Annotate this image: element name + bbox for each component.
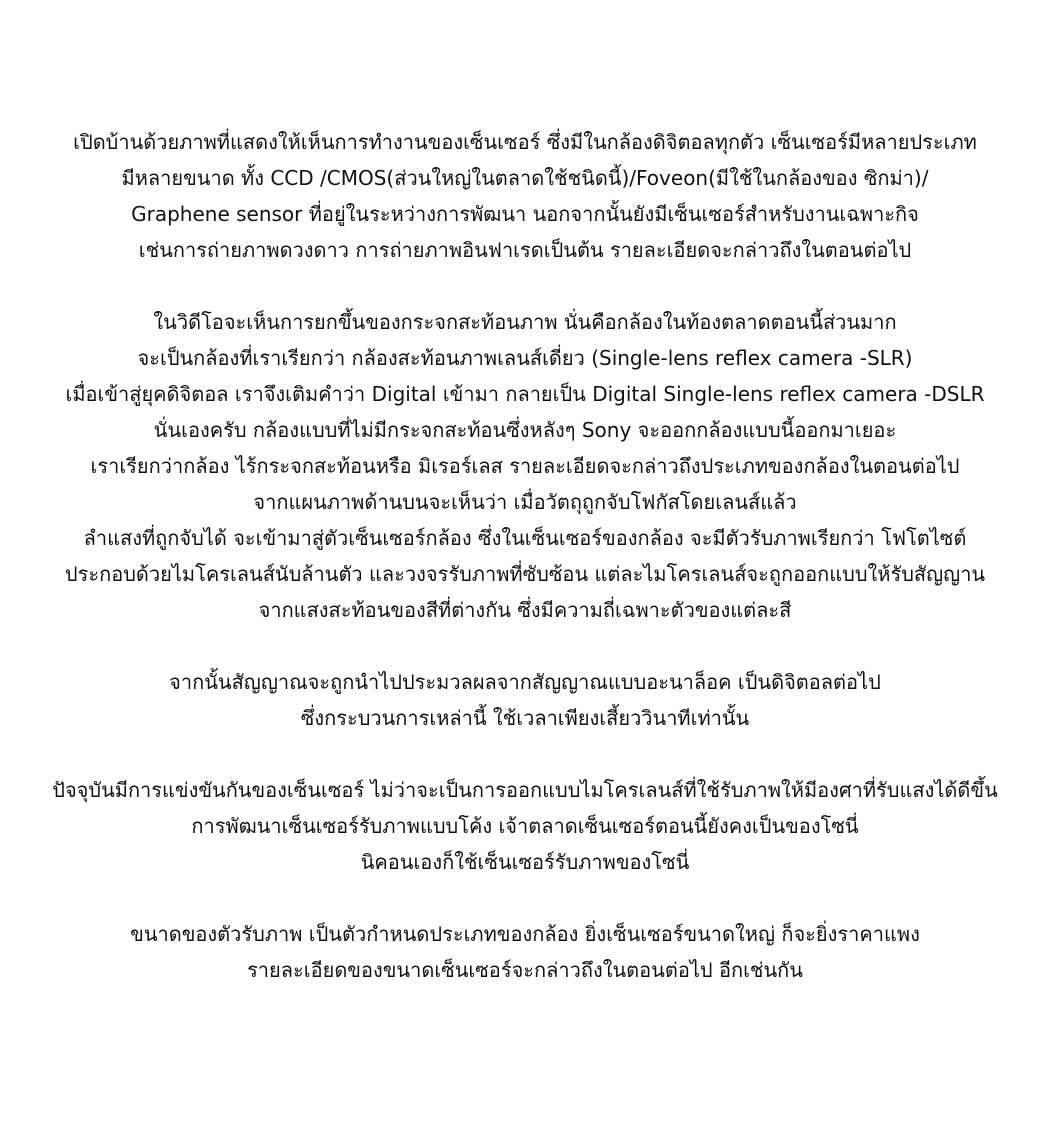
document-body [0, 124, 1050, 1024]
text-line: การพัฒนาเซ็นเซอร์รับภาพแบบโค้ง เจ้าตลาดเซ็นเซอร์ตอนนี้ยังคงเป็นของโซนี่ [191, 814, 859, 838]
text-line: ลำแสงที่ถูกจับได้ จะเข้ามาสู่ตัวเซ็นเซอร์กล้อง ซึ่งในเซ็นเซอร์ของกล้อง จะมีตัวรับภาพเรียกว่า โฟโตไซต์ [83, 526, 967, 550]
text-line: ซึ่งกระบวนการเหล่านี้ ใช้เวลาเพียงเสี้ยววินาทีเท่านั้น [300, 706, 750, 730]
text-line: เช่นการถ่ายภาพดวงดาว การถ่ายภาพอินฟาเรดเป็นต้น รายละเอียดจะกล่าวถึงในตอนต่อไป [138, 238, 912, 262]
text-line: มีหลายขนาด ทั้ง CCD /CMOS(ส่วนใหญ่ในตลาดใช้ชนิดนี้)/Foveon(มีใช้ในกล้องของ ซิกม่า)/ [121, 166, 929, 190]
text-line: Graphene sensor ที่อยู่ในระหว่างการพัฒนา นอกจากนั้นยังมีเซ็นเซอร์สำหรับงานเฉพาะกิจ [131, 202, 919, 226]
paragraph-signal-processing [0, 664, 1050, 736]
text-line: เราเรียกว่ากล้อง ไร้กระจกสะท้อนหรือ มิเรอร์เลส รายละเอียดจะกล่าวถึงประเภทของกล้องในตอนต่อไป [90, 454, 960, 478]
paragraph-sensor-competition [0, 772, 1050, 880]
text-line: รายละเอียดของขนาดเซ็นเซอร์จะกล่าวถึงในตอนต่อไป อีกเช่นกัน [247, 958, 803, 982]
text-line: จากนั้นสัญญาณจะถูกนำไปประมวลผลจากสัญญาณแบบอะนาล็อค เป็นดิจิตอลต่อไป [169, 670, 881, 694]
paragraph-sensor-size [0, 916, 1050, 988]
text-line: ในวิดีโอจะเห็นการยกขึ้นของกระจกสะท้อนภาพ นั่นคือกล้องในท้องตลาดตอนนี้ส่วนมาก [153, 310, 897, 334]
paragraph-sensor-intro [0, 124, 1050, 268]
text-line: ประกอบด้วยไมโครเลนส์นับล้านตัว และวงจรรับภาพที่ซับซ้อน แต่ละไมโครเลนส์จะถูกออกแบบให้รับสัญญาน [64, 562, 986, 586]
text-line: นิคอนเองก็ใช้เซ็นเซอร์รับภาพของโซนี่ [360, 850, 690, 874]
text-line: จากแผนภาพด้านบนจะเห็นว่า เมื่อวัตถุถูกจับโฟกัสโดยเลนส์แล้ว [253, 490, 797, 514]
paragraph-slr-explanation [0, 304, 1050, 628]
text-line: นั่นเองครับ กล้องแบบที่ไม่มีกระจกสะท้อนซึ่งหลังๆ Sony จะออกกล้องแบบนี้ออกมาเยอะ [153, 418, 897, 442]
text-line: ขนาดของตัวรับภาพ เป็นตัวกำหนดประเภทของกล้อง ยิ่งเซ็นเซอร์ขนาดใหญ่ ก็จะยิ่งราคาแพง [130, 922, 920, 946]
text-line: เมื่อเข้าสู่ยุคดิจิตอล เราจึงเติมคำว่า Digital เข้ามา กลายเป็น Digital Single-lens reflex camera -DSLR [65, 382, 985, 406]
text-line: ปัจจุบันมีการแข่งขันกันของเซ็นเซอร์ ไม่ว่าจะเป็นการออกแบบไมโครเลนส์ที่ใช้รับภาพให้มีองศาที่รับแสงได้ดีขึ้น [52, 778, 998, 802]
text-line: เปิดบ้านด้วยภาพที่แสดงให้เห็นการทำงานของเซ็นเซอร์ ซึ่งมีในกล้องดิจิตอลทุกตัว เซ็นเซอร์มีหลายประเภท [73, 130, 977, 154]
text-line: จากแสงสะท้อนของสีที่ต่างกัน ซึ่งมีความถี่เฉพาะตัวของแต่ละสี [258, 598, 792, 622]
text-line: จะเป็นกล้องที่เราเรียกว่า กล้องสะท้อนภาพเลนส์เดี่ยว (Single-lens reflex camera -SLR) [137, 346, 913, 370]
